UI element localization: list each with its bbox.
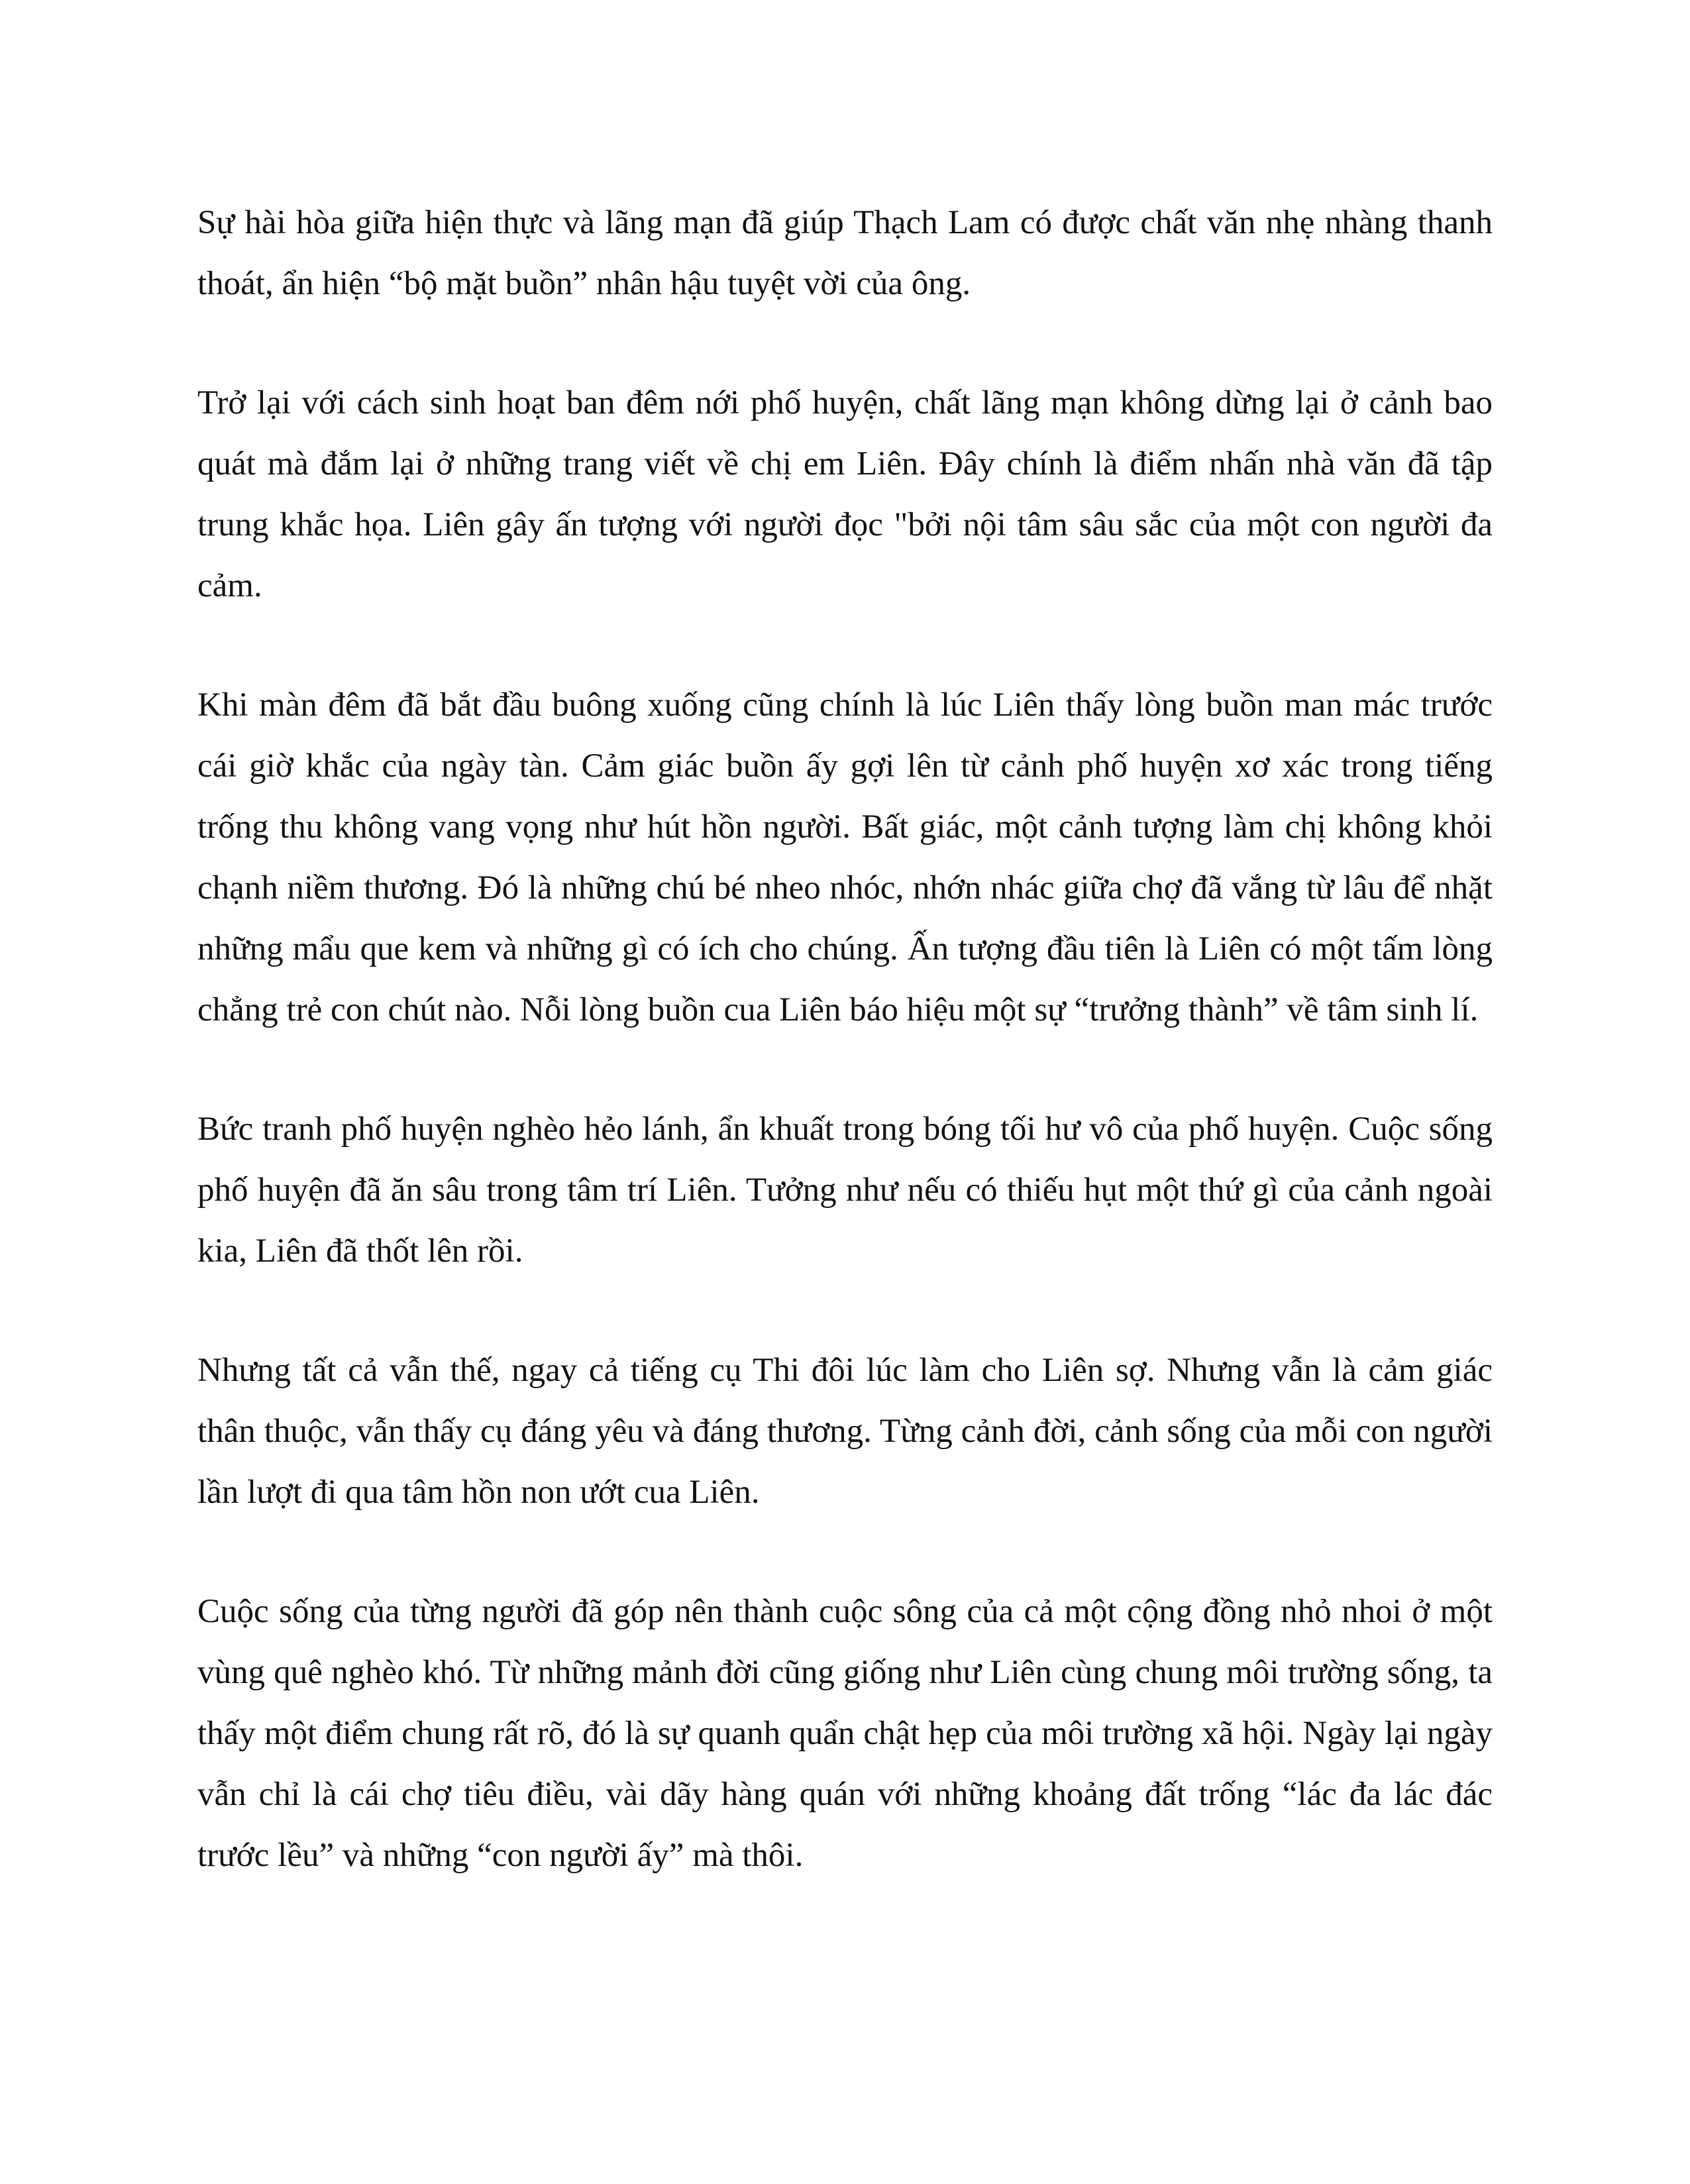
paragraph-1: Sự hài hòa giữa hiện thực và lãng mạn đã giúp Thạch Lam có được chất văn nhẹ nhàng thanh thoát, ẩn hiện “bộ mặt buồn” nhân hậu tuyệt vời của ông. xyxy=(197,204,1493,302)
document-body xyxy=(197,192,1493,1886)
paragraph-2: Trở lại với cách sinh hoạt ban đêm nới phố huyện, chất lãng mạn không dừng lại ở cảnh bao quát mà đắm lại ở những trang viết về chị em Liên. Đây chính là điểm nhấn nhà văn đã tập trung khắc họa. Liên gây ấn tượng với người đọc "bởi nội tâm sâu sắc của một con người đa cảm. xyxy=(197,384,1493,604)
paragraph-6: Cuộc sống của từng người đã góp nên thành cuộc sông của cả một cộng đồng nhỏ nhoi ở một vùng quê nghèo khó. Từ những mảnh đời cũng giống như Liên cùng chung môi trường sống, ta thấy một điểm chung rất rõ, đó là sự quanh quẩn chật hẹp của môi trường xã hội. Ngày lại ngày vẫn chỉ là cái chợ tiêu điều, vài dãy hàng quán với những khoảng đất trống “lác đa lác đác trước lều” và những “con người ấy” mà thôi. xyxy=(197,1593,1493,1874)
paragraph-5: Nhưng tất cả vẫn thế, ngay cả tiếng cụ Thi đôi lúc làm cho Liên sợ. Nhưng vẫn là cảm giác thân thuộc, vẫn thấy cụ đáng yêu và đáng thương. Từng cảnh đời, cảnh sống của mỗi con người lần lượt đi qua tâm hồn non ướt cua Liên. xyxy=(197,1352,1493,1511)
paragraph-3: Khi màn đêm đã bắt đầu buông xuống cũng chính là lúc Liên thấy lòng buồn man mác trước cái giờ khắc của ngày tàn. Cảm giác buồn ấy gợi lên từ cảnh phố huyện xơ xác trong tiếng trống thu không vang vọng như hút hồn người. Bất giác, một cảnh tượng làm chị không khỏi chạnh niềm thương. Đó là những chú bé nheo nhóc, nhớn nhác giữa chợ đã vắng từ lâu để nhặt những mẩu que kem và những gì có ích cho chúng. Ấn tượng đầu tiên là Liên có một tấm lòng chẳng trẻ con chút nào. Nỗi lòng buồn cua Liên báo hiệu một sự “trưởng thành” về tâm sinh lí. xyxy=(197,686,1493,1028)
paragraph-4: Bức tranh phố huyện nghèo hẻo lánh, ẩn khuất trong bóng tối hư vô của phố huyện. Cuộc sống phố huyện đã ăn sâu trong tâm trí Liên. Tưởng như nếu có thiếu hụt một thứ gì của cảnh ngoài kia, Liên đã thốt lên rồi. xyxy=(197,1111,1493,1270)
